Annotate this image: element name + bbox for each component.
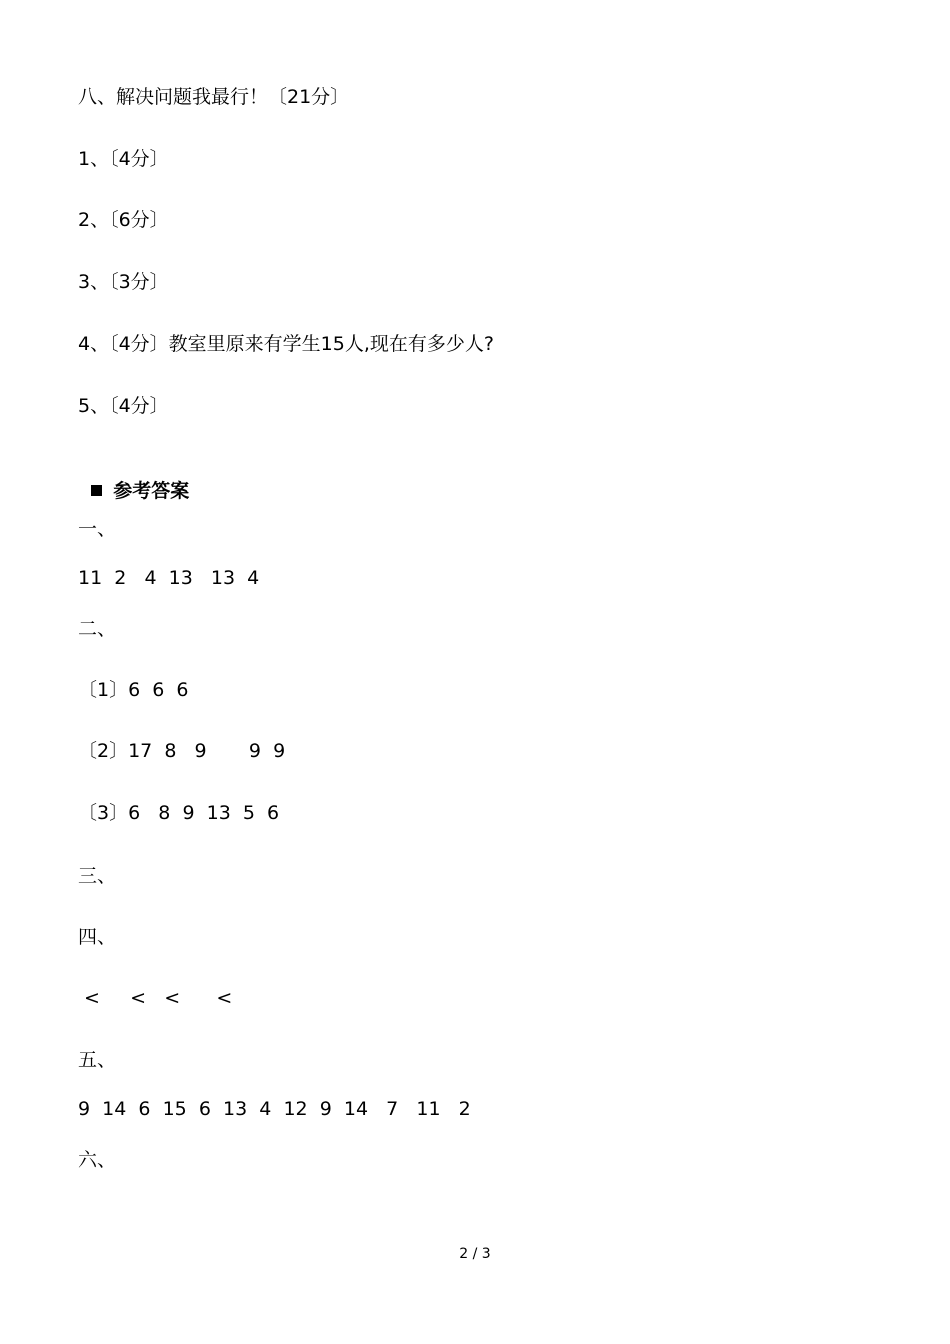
answer-part-5-values: 9 14 6 15 6 13 4 12 9 14 7 11 2 — [78, 1098, 471, 1120]
answer-part-2-item-1: 〔1〕6 6 6 — [78, 679, 189, 701]
answer-key-heading-text: 参考答案 — [113, 480, 190, 502]
question-3: 3、〔3分〕 — [78, 271, 169, 293]
answer-part-2-item-2: 〔2〕17 8 9 9 9 — [78, 740, 286, 762]
answer-part-4-values: < < < < — [78, 987, 233, 1009]
question-2: 2、〔6分〕 — [78, 209, 169, 231]
question-1: 1、〔4分〕 — [78, 148, 169, 170]
question-5: 5、〔4分〕 — [78, 395, 169, 417]
question-4: 4、〔4分〕教室里原来有学生15人,现在有多少人? — [78, 333, 494, 355]
answer-part-1-values: 11 2 4 13 13 4 — [78, 567, 260, 589]
answer-part-2-item-3: 〔3〕6 8 9 13 5 6 — [78, 802, 280, 824]
answer-part-3-label: 三、 — [78, 865, 117, 887]
answer-part-5-label: 五、 — [78, 1049, 117, 1071]
page-number: 2 / 3 — [459, 1246, 491, 1262]
answer-part-6-label: 六、 — [78, 1149, 117, 1171]
question-section-8-title: 八、解决问题我最行！〔21分〕 — [78, 86, 350, 108]
answer-part-4-label: 四、 — [78, 926, 117, 948]
square-bullet-icon — [91, 485, 102, 496]
answer-part-1-label: 一、 — [78, 518, 117, 540]
answer-key-heading — [78, 455, 189, 503]
answer-part-2-label: 二、 — [78, 618, 117, 640]
